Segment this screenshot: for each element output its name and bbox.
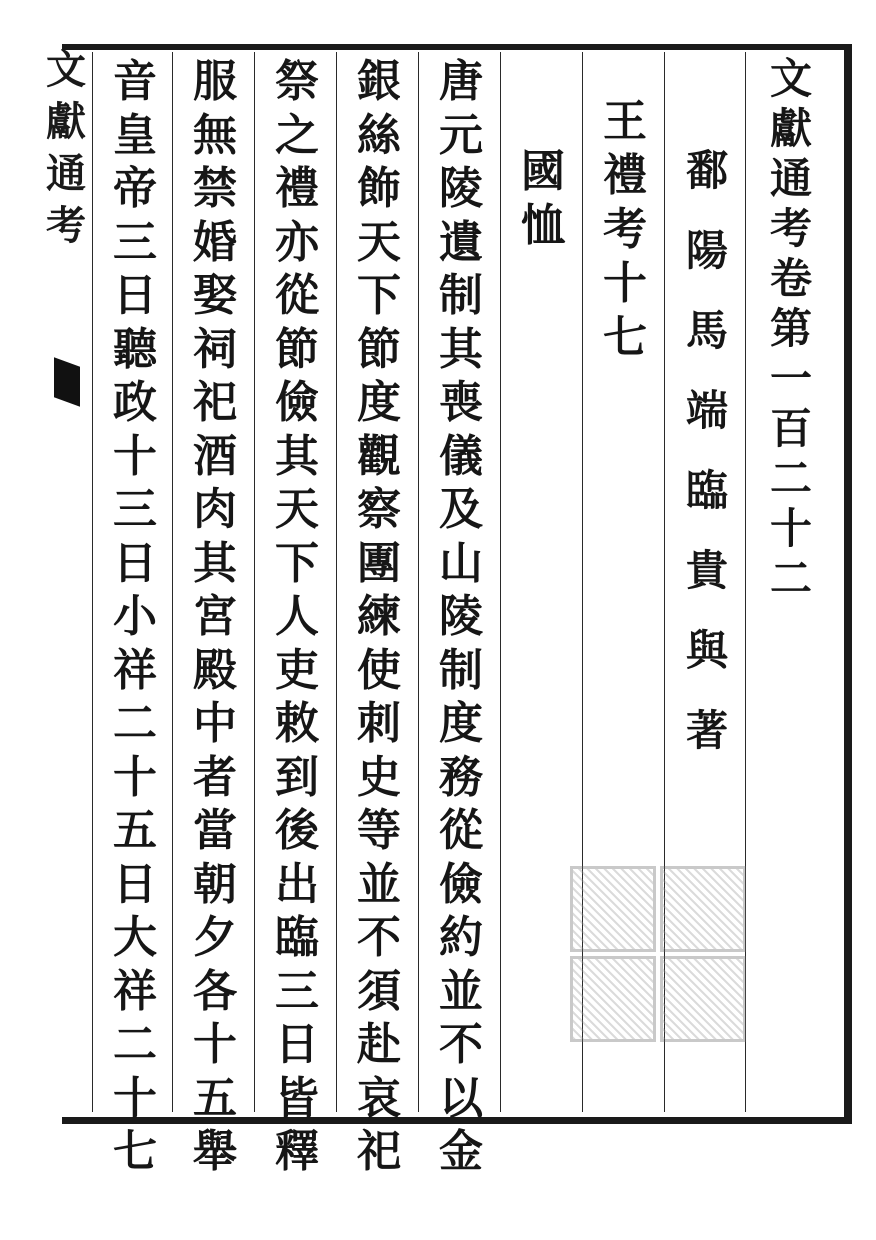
glyph: 一 xyxy=(769,354,812,403)
glyph: 與 xyxy=(685,626,728,675)
column-rule xyxy=(418,52,419,1112)
column-rule xyxy=(254,52,255,1112)
glyph: 娶 xyxy=(193,270,237,321)
glyph: 到 xyxy=(275,751,319,803)
glyph: 肉 xyxy=(193,484,237,535)
glyph: 祀 xyxy=(193,377,237,428)
glyph: 宮 xyxy=(193,591,237,642)
body-text-column xyxy=(108,56,162,1184)
glyph: 並 xyxy=(439,965,483,1017)
glyph: 卷 xyxy=(769,254,812,303)
glyph: 天 xyxy=(357,216,401,268)
glyph: 哀 xyxy=(357,1072,401,1124)
glyph: 國 xyxy=(521,146,565,197)
glyph: 三 xyxy=(113,216,157,268)
glyph: 夕 xyxy=(193,912,237,963)
glyph: 制 xyxy=(439,270,483,321)
glyph: 者 xyxy=(193,751,237,803)
glyph: 史 xyxy=(357,751,401,803)
glyph: 王 xyxy=(603,96,647,147)
glyph: 祠 xyxy=(193,323,237,375)
glyph: 貴 xyxy=(685,546,728,595)
glyph: 陵 xyxy=(439,591,483,642)
spine-column xyxy=(42,46,90,1120)
glyph: 度 xyxy=(357,377,401,428)
glyph: 三 xyxy=(275,965,319,1017)
glyph: 日 xyxy=(275,1019,319,1070)
glyph: 音 xyxy=(113,56,157,107)
glyph: 團 xyxy=(357,537,401,589)
glyph: 從 xyxy=(275,270,319,321)
glyph: 其 xyxy=(275,430,319,482)
body-text-column xyxy=(270,56,324,1184)
glyph: 文 xyxy=(769,54,812,103)
glyph: 二 xyxy=(769,454,812,503)
section-heading-column xyxy=(598,96,652,370)
glyph: 節 xyxy=(275,323,319,375)
glyph: 十 xyxy=(769,504,812,553)
glyph: 練 xyxy=(357,591,401,642)
glyph: 十 xyxy=(193,1019,237,1070)
glyph: 日 xyxy=(113,270,157,321)
glyph: 酒 xyxy=(193,430,237,482)
glyph: 節 xyxy=(357,323,401,375)
glyph: 舉 xyxy=(193,1126,237,1177)
glyph: 赴 xyxy=(357,1019,401,1070)
glyph: 服 xyxy=(193,56,237,107)
glyph: 金 xyxy=(439,1126,483,1177)
glyph: 臨 xyxy=(275,912,319,963)
body-text-column xyxy=(434,56,488,1184)
glyph: 皆 xyxy=(275,1072,319,1124)
glyph: 二 xyxy=(113,1019,157,1070)
glyph: 禁 xyxy=(193,163,237,214)
glyph: 政 xyxy=(113,377,157,428)
glyph: 通 xyxy=(769,154,812,203)
glyph: 無 xyxy=(193,109,237,161)
glyph: 務 xyxy=(439,751,483,803)
glyph: 喪 xyxy=(439,377,483,428)
glyph: 第 xyxy=(769,304,812,353)
glyph: 著 xyxy=(685,706,728,755)
glyph: 祭 xyxy=(275,56,319,107)
glyph: 馬 xyxy=(685,306,728,355)
glyph: 考 xyxy=(769,204,812,253)
glyph: 不 xyxy=(439,1019,483,1070)
glyph: 祥 xyxy=(113,965,157,1017)
glyph: 十 xyxy=(603,258,647,309)
volume-title-column xyxy=(764,54,818,608)
glyph: 聽 xyxy=(113,323,157,375)
body-text-column xyxy=(352,56,406,1184)
glyph: 制 xyxy=(439,644,483,696)
glyph: 文 xyxy=(46,46,86,93)
glyph: 當 xyxy=(193,805,237,856)
glyph: 使 xyxy=(357,644,401,696)
glyph: 後 xyxy=(275,805,319,856)
glyph: 約 xyxy=(439,912,483,963)
glyph: 下 xyxy=(357,270,401,321)
glyph: 儉 xyxy=(439,858,483,910)
glyph: 並 xyxy=(357,858,401,910)
column-rule xyxy=(336,52,337,1112)
glyph: 陵 xyxy=(439,163,483,214)
glyph: 天 xyxy=(275,484,319,535)
glyph: 日 xyxy=(113,537,157,589)
glyph: 通 xyxy=(46,150,86,197)
column-rule xyxy=(92,52,93,1112)
column-rule xyxy=(500,52,501,1112)
glyph: 等 xyxy=(357,805,401,856)
glyph: 山 xyxy=(439,537,483,589)
glyph: 大 xyxy=(113,912,157,963)
glyph: 五 xyxy=(113,805,157,856)
glyph: 之 xyxy=(275,109,319,161)
glyph: 禮 xyxy=(603,150,647,201)
glyph: 須 xyxy=(357,965,401,1017)
glyph: 帝 xyxy=(113,163,157,214)
glyph: 考 xyxy=(603,204,647,255)
glyph: 考 xyxy=(46,202,86,249)
glyph: 陽 xyxy=(685,226,728,275)
glyph: 端 xyxy=(685,386,728,435)
glyph: 鄱 xyxy=(685,146,728,195)
glyph: 絲 xyxy=(357,109,401,161)
glyph: 唐 xyxy=(439,56,483,107)
glyph: 亦 xyxy=(275,216,319,268)
glyph: 及 xyxy=(439,484,483,535)
glyph: 下 xyxy=(275,537,319,589)
glyph: 十 xyxy=(113,1072,157,1124)
glyph: 敕 xyxy=(275,698,319,749)
glyph: 獻 xyxy=(46,98,86,145)
glyph: 獻 xyxy=(769,104,812,153)
glyph: 日 xyxy=(113,858,157,910)
glyph: 遺 xyxy=(439,216,483,268)
glyph: 小 xyxy=(113,591,157,642)
glyph: 五 xyxy=(193,1072,237,1124)
glyph: 婚 xyxy=(193,216,237,268)
glyph: 祀 xyxy=(357,1126,401,1177)
glyph: 飾 xyxy=(357,163,401,214)
glyph: 釋 xyxy=(275,1126,319,1177)
glyph: 觀 xyxy=(357,430,401,482)
glyph: 從 xyxy=(439,805,483,856)
glyph: 三 xyxy=(113,484,157,535)
glyph: 禮 xyxy=(275,163,319,214)
glyph: 七 xyxy=(113,1126,157,1177)
glyph: 度 xyxy=(439,698,483,749)
glyph: 吏 xyxy=(275,644,319,696)
glyph: 出 xyxy=(275,858,319,910)
glyph: 十 xyxy=(113,751,157,803)
glyph: 百 xyxy=(769,404,812,453)
glyph: 儉 xyxy=(275,377,319,428)
glyph: 刺 xyxy=(357,698,401,749)
glyph: 察 xyxy=(357,484,401,535)
author-column xyxy=(680,146,734,790)
glyph: 以 xyxy=(439,1072,483,1124)
glyph: 七 xyxy=(603,312,647,363)
glyph: 殿 xyxy=(193,644,237,696)
column-rule xyxy=(172,52,173,1112)
body-text-column xyxy=(188,56,242,1184)
glyph: 朝 xyxy=(193,858,237,910)
glyph: 二 xyxy=(113,698,157,749)
glyph: 各 xyxy=(193,965,237,1017)
glyph: 恤 xyxy=(521,200,565,251)
glyph: 其 xyxy=(439,323,483,375)
glyph: 皇 xyxy=(113,109,157,161)
glyph: 銀 xyxy=(357,56,401,107)
collector-seal-icon xyxy=(570,866,750,1046)
glyph: 臨 xyxy=(685,466,728,515)
glyph: 人 xyxy=(275,591,319,642)
glyph: 中 xyxy=(193,698,237,749)
glyph: 其 xyxy=(193,537,237,589)
subsection-heading-column xyxy=(516,146,570,258)
glyph: 祥 xyxy=(113,644,157,696)
glyph: 不 xyxy=(357,912,401,963)
glyph: 元 xyxy=(439,109,483,161)
glyph: 十 xyxy=(113,430,157,482)
glyph: 儀 xyxy=(439,430,483,482)
glyph: 二 xyxy=(769,554,812,603)
